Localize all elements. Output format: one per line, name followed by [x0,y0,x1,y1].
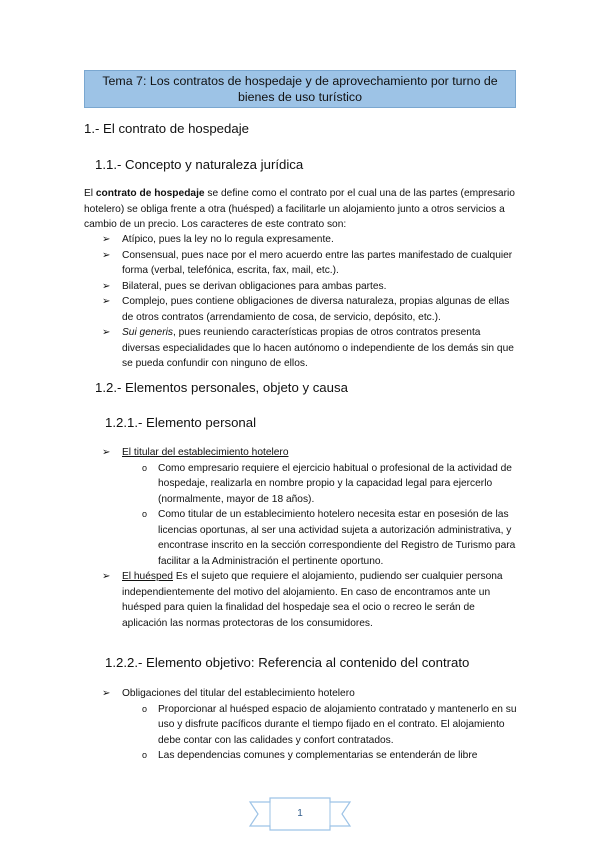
list-item [100,294,520,325]
list-item-text: Como empresario requiere el ejercicio habitual o profesional de la actividad de hospedaje, realizarla en nombre propio y la capacidad legal para ejercerlo (normalmente, mayor de 18 años). [158,462,512,505]
italic-term: Sui generis [122,327,173,338]
arrow-bullet-icon: ➢ [102,571,111,582]
list-item [100,279,520,295]
intro-pre: El [84,188,96,199]
intro-bold-term: contrato de hospedaje [95,188,205,199]
section-1-2-heading: 1.2.- Elementos personales, objeto y causa [95,380,348,395]
arrow-bullet-icon: ➢ [102,249,111,261]
document-title [84,70,516,108]
intro-post: se define como el contrato por el cual una de las partes (empresario hotelero) se obliga frente a otra (huésped) a facilitarle un alojamiento junto a otros servicios a cambio de un precio. Los caracteres de este contrato son: [84,188,515,230]
list-item-text: Atípico, pues la ley no lo regula expresamente. [122,234,334,245]
list-item [100,248,520,279]
arrow-bullet-icon: ➢ [102,280,111,292]
title-line-2: bienes de uso turístico [238,90,362,104]
arrow-bullet-icon: ➢ [102,296,111,307]
characteristics-list [100,232,520,372]
arrow-bullet-icon: ➢ [102,234,111,245]
title-line-1: Tema 7: Los contratos de hospedaje y de aprovechamiento por turno de [102,74,498,88]
list-item [100,686,520,764]
list-item-text: Proporcionar al huésped espacio de alojamiento contratado y mantenerlo en su uso y disfrute pacíficos durante el tiempo fijado en el contrato. El alojamiento debe contar con las calidades y confort contratados. [158,703,517,746]
list-item [100,232,520,248]
intro-paragraph [84,186,524,233]
titular-label: El titular del establecimiento hotelero [122,447,289,458]
page-number: 1 [297,808,303,819]
arrow-bullet-icon: ➢ [102,327,111,338]
obligaciones-sublist [122,702,520,764]
list-item [122,507,520,569]
list-item-text: Como titular de un establecimiento hotelero necesita estar en posesión de las licencias oportunas, al ser una actividad sujeta a autorización administrativa, y encontrase inscrito en la sección correspondiente del Registro de Turismo para facilitar a la Administración el pertinente oportuno. [158,509,516,567]
arrow-bullet-icon: ➢ [102,447,111,458]
circle-bullet-icon: o [142,462,148,473]
list-item [122,748,520,764]
list-item-text: Bilateral, pues se derivan obligaciones para ambas partes. [122,280,387,292]
list-item-text: Consensual, pues nace por el mero acuerdo entre las partes manifestado de cualquier forma (verbal, telefónica, escrita, fax, mail, etc.). [122,249,513,276]
section-1-heading: 1.- El contrato de hospedaje [84,121,249,136]
circle-bullet-icon: o [142,750,148,760]
personal-elements-list [100,445,520,631]
huesped-label: El huésped [122,571,173,582]
list-item [100,325,520,372]
list-item-text: Las dependencias comunes y complementarias se entenderán de libre [158,750,478,761]
list-item-text: Complejo, pues contiene obligaciones de diversa naturaleza, propias algunas de ellas de otros contratos (arrendamiento de cosa, de servicio, depósito, etc.). [122,296,510,323]
list-item [122,461,520,508]
section-1-1-heading: 1.1.- Concepto y naturaleza jurídica [95,157,304,172]
objective-elements-list [100,686,520,764]
page-number-banner [248,796,352,832]
list-item [122,702,520,749]
arrow-bullet-icon: ➢ [102,688,111,699]
section-1-2-2-heading: 1.2.2.- Elemento objetivo: Referencia al contenido del contrato [105,655,470,670]
list-item [100,445,520,569]
circle-bullet-icon: o [142,703,148,714]
huesped-text: Es el sujeto que requiere el alojamiento, pudiendo ser cualquier persona independientemente del motivo del alojamiento. En caso de encontramos ante un huésped para quien la finalidad del hospedaje sea el ocio o recreo le serán de aplicación las normas protectoras de los consumidores. [122,571,503,629]
section-1-2-1-heading: 1.2.1.- Elemento personal [105,415,257,430]
circle-bullet-icon: o [142,509,148,519]
obligaciones-label: Obligaciones del titular del establecimiento hotelero [122,688,355,699]
titular-sublist [122,461,520,570]
list-item-text: , pues reuniendo características propias de otros contratos presenta diversas especialidades que lo hacen autónomo o independiente de los demás sin que se pueda confundir con ninguno de ellos. [122,327,514,369]
list-item [100,569,520,631]
